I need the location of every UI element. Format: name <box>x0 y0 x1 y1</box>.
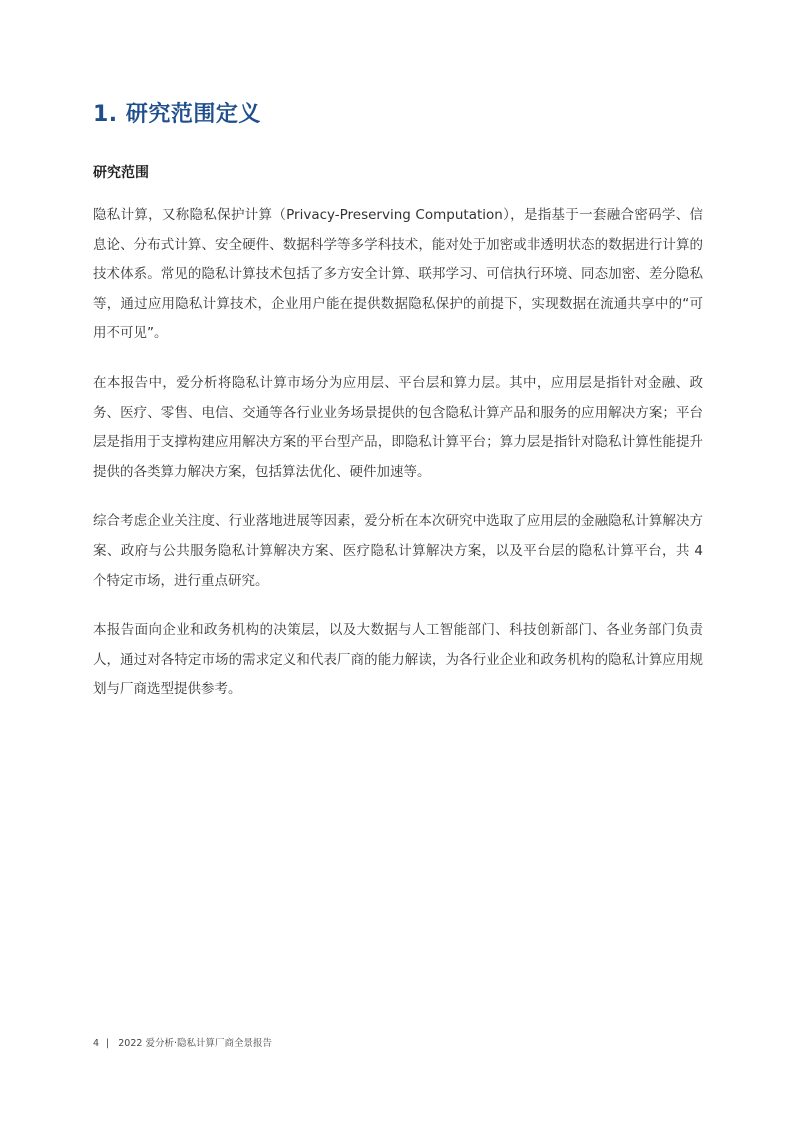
paragraph-audience: 本报告面向企业和政务机构的决策层，以及大数据与人工智能部门、科技创新部门、各业务部门负责人，通过对各特定市场的需求定义和代表厂商的能力解读，为各行业企业和政务机构的隐私计算应用规划与厂商选型提供参考。 <box>93 622 703 698</box>
footer-separator: | <box>106 1038 110 1049</box>
report-title: 2022 爱分析·隐私计算厂商全景报告 <box>118 1038 272 1049</box>
page-number: 4 <box>93 1038 100 1049</box>
section-title: 1. 研究范围定义 <box>93 102 261 127</box>
subsection-heading: 研究范围 <box>93 165 149 181</box>
paragraph-definition: 隐私计算，又称隐私保护计算（Privacy-Preserving Computation），是指基于一套融合密码学、信息论、分布式计算、安全硬件、数据科学等多学科技术，能对处于加密或非透明状态的数据进行计算的技术体系。常见的隐私计算技术包括了多方安全计算、联邦学习、可信执行环境、同态加密、差分隐私等，通过应用隐私计算技术，企业用户能在提供数据隐私保护的前提下，实现数据在流通共享中的“可用不可见”。 <box>93 207 703 342</box>
body-content <box>93 201 703 725</box>
page-footer <box>93 1037 272 1051</box>
paragraph-market-layers: 在本报告中，爱分析将隐私计算市场分为应用层、平台层和算力层。其中，应用层是指针对金融、政务、医疗、零售、电信、交通等各行业业务场景提供的包含隐私计算产品和服务的应用解决方案；平台层是指用于支撑构建应用解决方案的平台型产品，即隐私计算平台；算力层是指针对隐私计算性能提升提供的各类算力解决方案，包括算法优化、硬件加速等。 <box>93 374 703 480</box>
paragraph-research-scope: 综合考虑企业关注度、行业落地进展等因素，爱分析在本次研究中选取了应用层的金融隐私计算解决方案、政府与公共服务隐私计算解决方案、医疗隐私计算解决方案，以及平台层的隐私计算平台，共 4 个特定市场，进行重点研究。 <box>93 513 703 589</box>
